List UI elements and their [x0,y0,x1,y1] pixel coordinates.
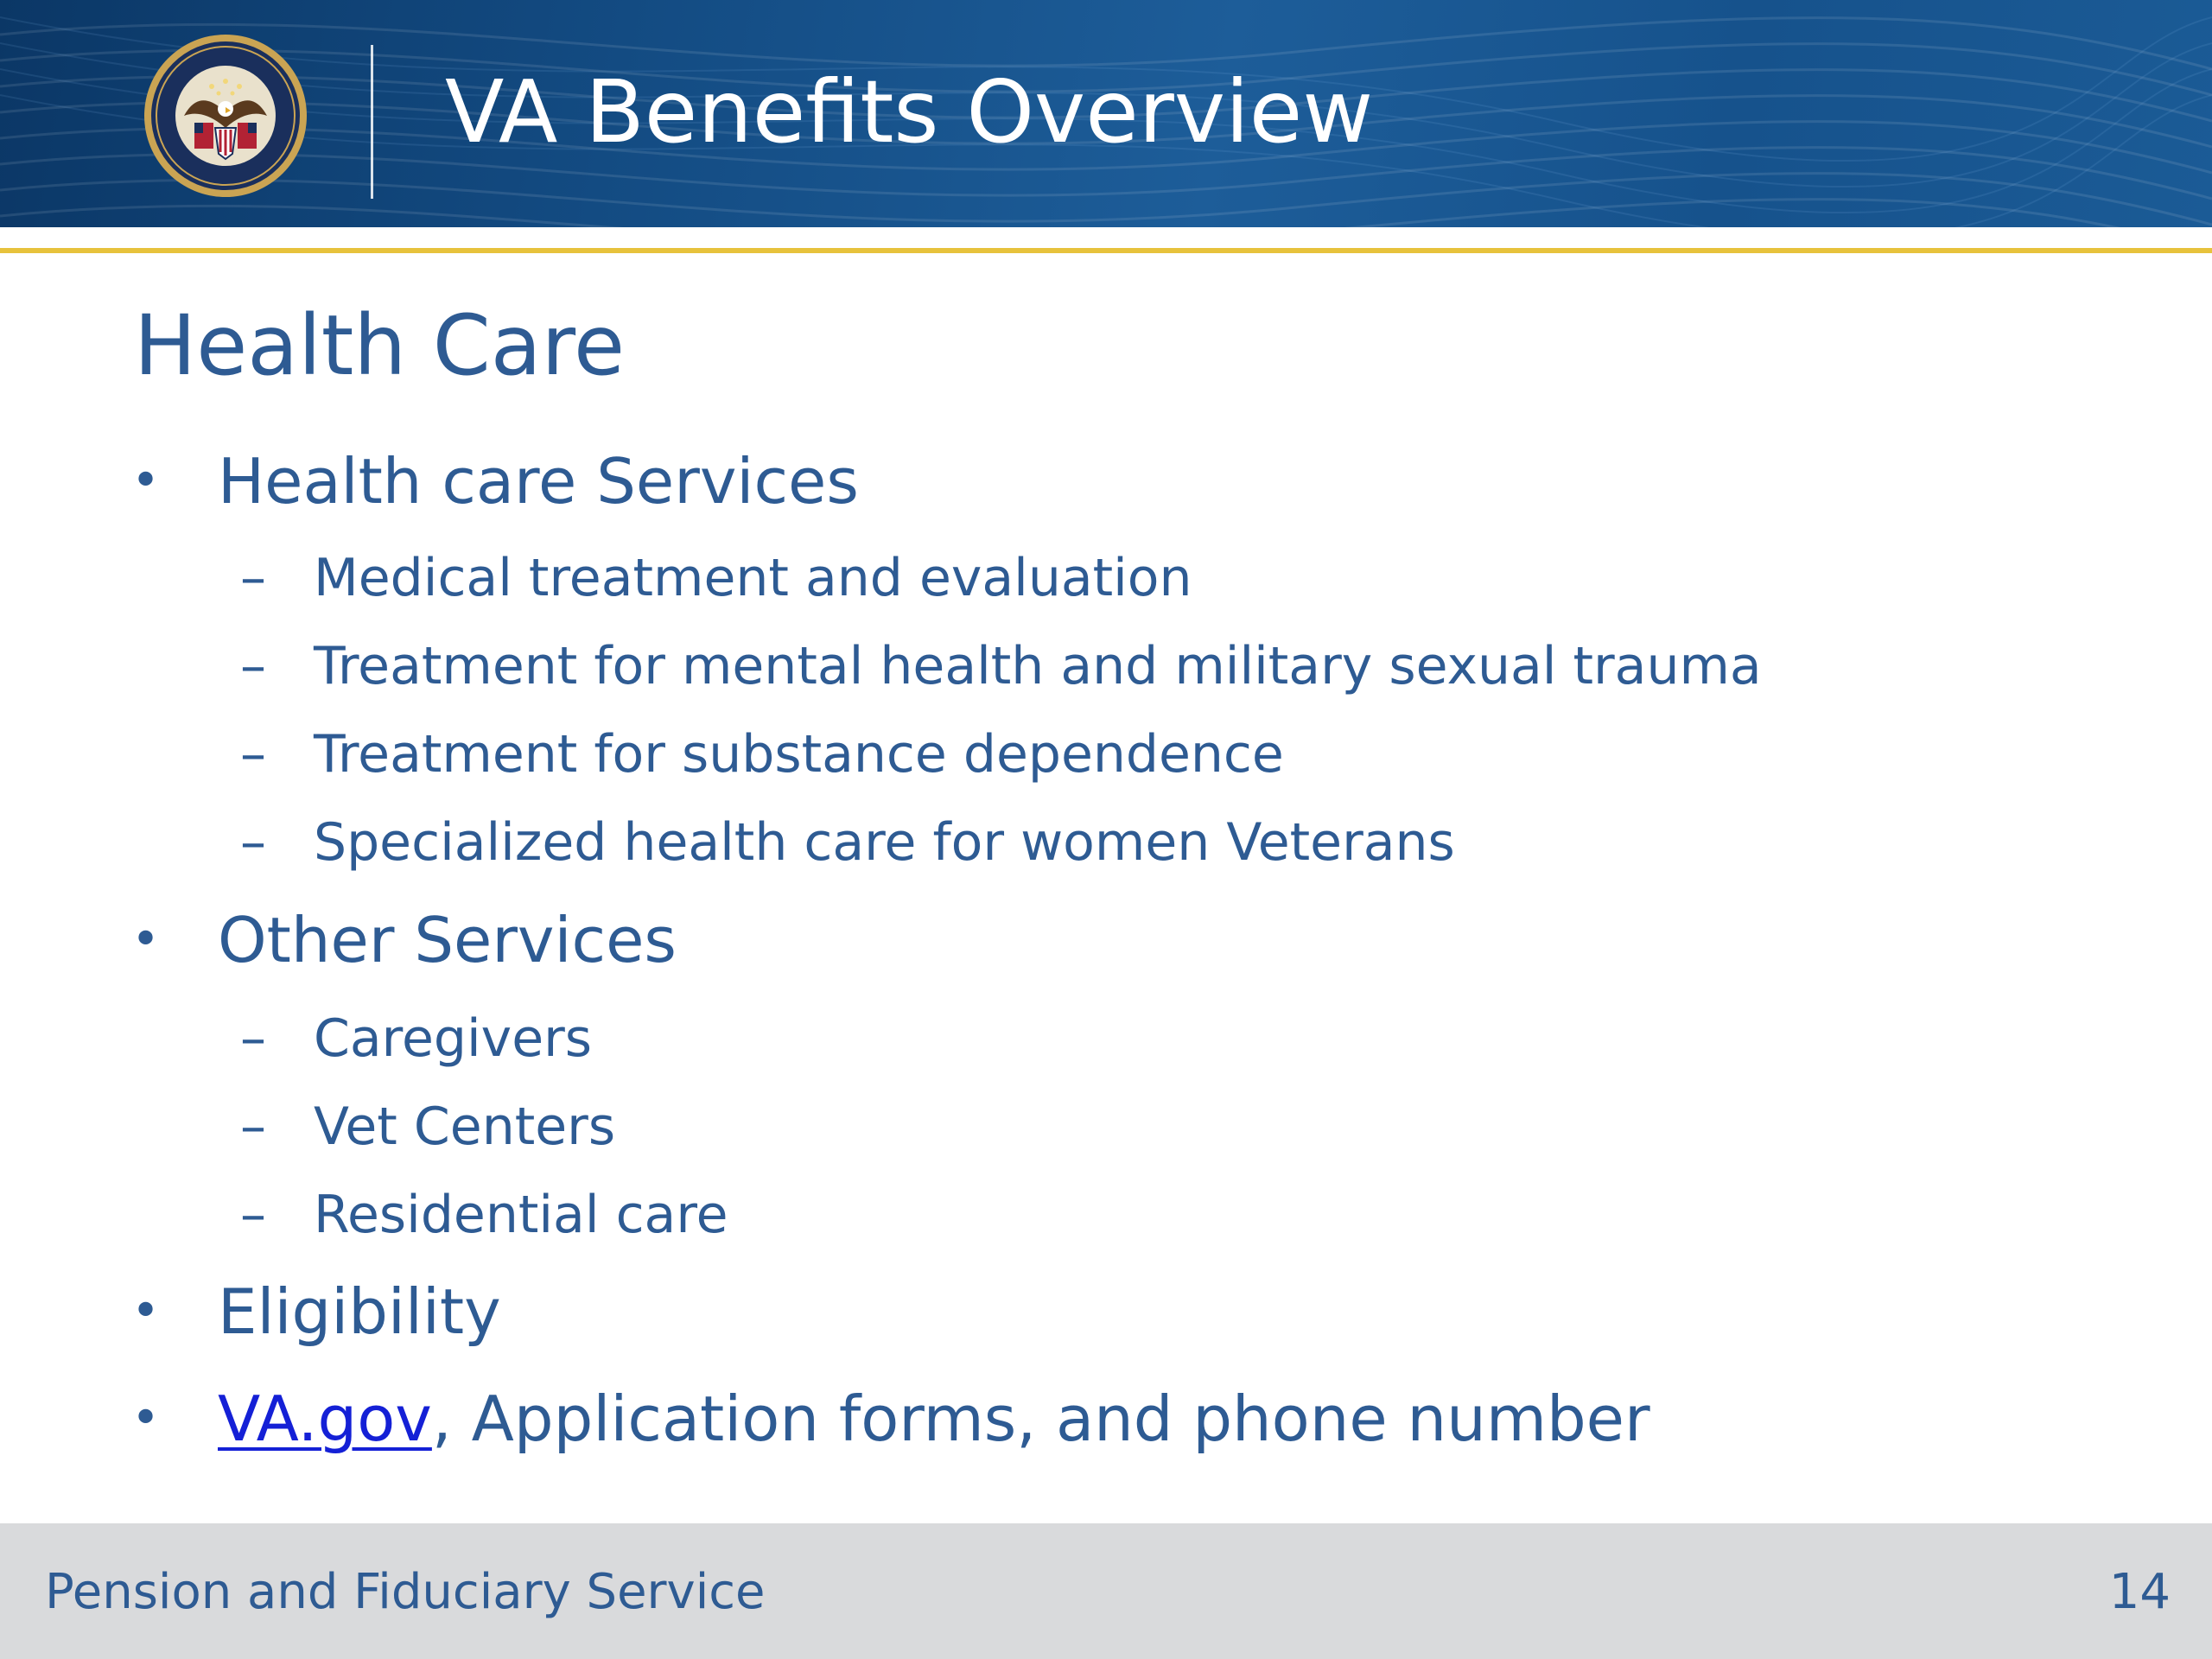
sub-bullet [240,806,2141,879]
bullet-marker: • [131,1390,161,1446]
bullet-text-after-link: , Application forms, and phone number [431,1382,1650,1455]
sub-bullet-text: Treatment for mental health and military sexual trauma [314,636,1762,696]
header-banner [0,0,2212,227]
dash-marker: – [240,724,266,785]
va-seal-icon [143,33,308,199]
gold-rule [0,248,2212,253]
dash-marker: – [240,1008,266,1069]
sub-bullet [240,630,2141,702]
footer-organization: Pension and Fiduciary Service [45,1564,766,1620]
bullet-va-gov [131,1377,2119,1460]
sub-bullet [240,1179,2141,1251]
slide-number: 14 [2108,1564,2171,1620]
sub-bullet-text: Residential care [314,1185,728,1245]
header-spacer [0,227,2212,251]
header-divider [371,45,373,199]
bullet-text: Health care Services [218,445,859,518]
bullet-marker: • [131,912,161,968]
dash-marker: – [240,812,266,873]
sub-bullet-text: Medical treatment and evaluation [314,548,1192,608]
bullet-text: Eligibility [218,1275,501,1348]
deck-title: VA Benefits Overview [445,61,1374,162]
bullet-other-services [131,899,2119,982]
sub-bullet-text: Vet Centers [314,1096,616,1157]
sub-bullet [240,718,2141,791]
dash-marker: – [240,636,266,696]
sub-bullet-text: Caregivers [314,1008,593,1069]
bullet-text: Other Services [218,904,677,976]
sub-bullet [240,1002,2141,1075]
sub-bullet [240,542,2141,614]
bullet-marker: • [131,453,161,509]
bullet-health-care-services [131,440,2119,523]
dash-marker: – [240,1185,266,1245]
dash-marker: – [240,548,266,608]
slide-title: Health Care [134,297,626,394]
bullet-text [218,1377,1650,1460]
bullet-marker: • [131,1283,161,1339]
bullet-eligibility [131,1270,2119,1353]
dash-marker: – [240,1096,266,1157]
sub-bullet [240,1090,2141,1163]
va-gov-link[interactable]: VA.gov [218,1382,432,1455]
sub-bullet-text: Specialized health care for women Veterans [314,812,1455,873]
footer-bar [0,1523,2212,1659]
sub-bullet-text: Treatment for substance dependence [314,724,1284,785]
